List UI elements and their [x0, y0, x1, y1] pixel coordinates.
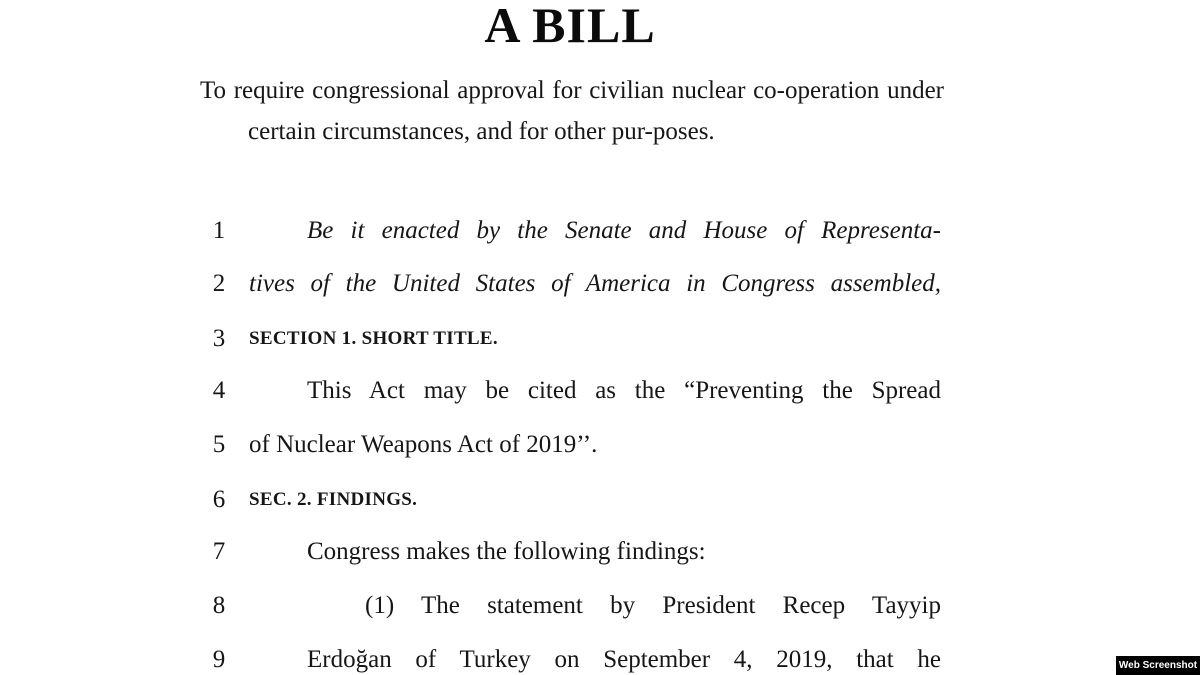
- line-number: 5: [212, 431, 226, 458]
- enacting-clause: tives of the United States of America in Congress assembled,: [249, 270, 941, 297]
- bill-purpose: To require congressional approval for civilian nuclear co-operation under certain circumstances, and for other pur-poses.: [200, 77, 944, 145]
- line-number: 4: [212, 377, 226, 404]
- line-number: 6: [212, 486, 226, 513]
- bill-title: A BILL: [484, 0, 656, 53]
- line-number: 7: [212, 538, 226, 565]
- bill-line: [0, 642, 1200, 675]
- web-screenshot-badge: Web Screenshot: [1116, 656, 1200, 675]
- section-heading: SEC. 2. FINDINGS.: [249, 489, 418, 510]
- bill-text: (1) The statement by President Recep Tayyip: [365, 592, 941, 619]
- bill-text: This Act may be cited as the “Preventing the Spread: [307, 377, 941, 404]
- line-number: 8: [212, 592, 226, 619]
- section-heading: SECTION 1. SHORT TITLE.: [249, 328, 498, 349]
- bill-line: [0, 482, 1200, 518]
- bill-line: [0, 373, 1200, 409]
- bill-line: [0, 213, 1200, 249]
- bill-line: [0, 534, 1200, 570]
- line-number: 1: [212, 217, 226, 244]
- line-number: 2: [212, 270, 226, 297]
- line-number: 3: [212, 325, 226, 352]
- enacting-clause: Be it enacted by the Senate and House of Representa-: [307, 217, 941, 244]
- bill-line: [0, 427, 1200, 463]
- bill-text: Erdoğan of Turkey on September 4, 2019, that he: [307, 646, 941, 673]
- bill-line: [0, 266, 1200, 302]
- bill-line: [0, 321, 1200, 357]
- bill-text: Congress makes the following findings:: [307, 538, 706, 565]
- bill-text: of Nuclear Weapons Act of 2019’’.: [249, 431, 598, 458]
- line-number: 9: [212, 646, 226, 673]
- bill-line: [0, 588, 1200, 624]
